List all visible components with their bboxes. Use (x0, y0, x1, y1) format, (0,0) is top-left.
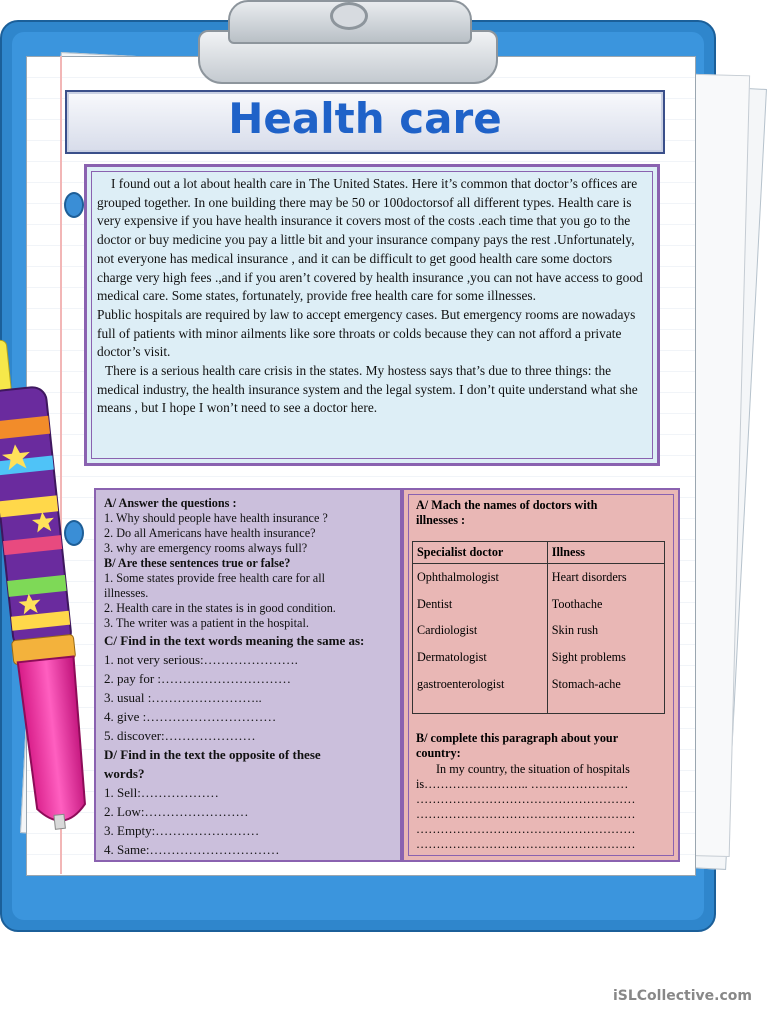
questions-panel (94, 488, 402, 862)
question-item: 2. Do all Americans have health insurance? (104, 526, 316, 540)
statement-item: illnesses. (104, 586, 149, 600)
reading-paragraph: There is a serious health care crisis in the states. My hostess says that’s due to three things: the medical industry, the health insurance system and the legal system. I don’t quite understand what she means , but I hope I won’t need to see a doctor here. (97, 363, 638, 416)
table-header: Specialist doctor (413, 542, 548, 564)
answer-line: ……………………………………………… (416, 837, 636, 851)
reading-box (84, 164, 660, 466)
table-cell: Dentist (413, 591, 548, 618)
doctors-table (412, 541, 665, 714)
table-row (413, 671, 665, 714)
table-cell: Skin rush (547, 618, 664, 645)
table-cell: Dermatologist (413, 644, 548, 671)
paragraph-exercise (416, 731, 668, 852)
answer-line: ……………………………………………… (416, 807, 636, 821)
question-item: 1. Why should people have health insurance ? (104, 511, 328, 525)
question-item: 3. why are emergency rooms always full? (104, 541, 308, 555)
answer-line: is…………………….. …………………… (416, 777, 629, 791)
section-d-title-cont: words? (104, 766, 145, 781)
clipboard-clip (198, 0, 498, 86)
paragraph-title: B/ complete this paragraph about your (416, 731, 619, 745)
matching-title-line: illnesses : (416, 513, 466, 527)
opposite-item: 3. Empty:…………………… (104, 823, 260, 838)
table-cell: Sight problems (547, 644, 664, 671)
matching-panel (402, 488, 680, 862)
opposite-item: 2. Low:…………………… (104, 804, 249, 819)
synonym-item: 2. pay for :………………………… (104, 671, 292, 686)
paragraph-title-cont: country: (416, 746, 461, 760)
answer-line: ……………………………………………… (416, 822, 636, 836)
synonym-item: 3. usual :…………………….. (104, 690, 262, 705)
table-cell: Heart disorders (547, 564, 664, 591)
table-cell: Ophthalmologist (413, 564, 548, 591)
table-row (413, 618, 665, 645)
section-a-title: A/ Answer the questions : (104, 496, 237, 510)
section-c-title: C/ Find in the text words meaning the same as: (104, 633, 365, 648)
statement-item: 1. Some states provide free health care for all (104, 571, 325, 585)
table-cell: Cardiologist (413, 618, 548, 645)
reading-text (97, 175, 643, 418)
table-cell: Toothache (547, 591, 664, 618)
table-row (413, 591, 665, 618)
pen-illustration (0, 336, 110, 836)
reading-paragraph: Public hospitals are required by law to accept emergency cases. But emergency rooms are nowadays full of patients with minor ailments like sore throats or colds because they can not afford a private doctor’s visit. (97, 306, 636, 360)
section-d-title: D/ Find in the text the opposite of these (104, 747, 321, 762)
table-cell: gastroenterologist (413, 671, 548, 714)
matching-title (416, 498, 666, 528)
title-banner (65, 90, 665, 154)
synonym-item: 1. not very serious:…………………. (104, 652, 298, 667)
watermark: iSLCollective.com (612, 988, 752, 1004)
page-title: Health care (228, 94, 502, 143)
table-row (413, 564, 665, 591)
table-row (413, 644, 665, 671)
opposite-item: 4. Same:………………………… (104, 842, 280, 857)
synonym-item: 4. give :………………………… (104, 709, 277, 724)
table-header: Illness (547, 542, 664, 564)
table-cell: Stomach-ache (547, 671, 664, 714)
section-b-title: B/ Are these sentences true or false? (104, 556, 291, 570)
reading-paragraph: I found out a lot about health care in The United States. Here it’s common that doctor’s offices are grouped together. In one building there may be 50 or 100doctorsof all different types. Health care is very expensive if you have health insurance it covers most of the costs .each time that you go to the doctor or buy medicine you pay a little bit and your insurance company pays the rest .Unfortunately, not everyone has medical insurance , and it can be difficult to get good health care some doctors charge very high fees .,and if you aren’t covered by health insurance ,you can not have access to good medical care. Some states, fortunately, provide free health care for some illnesses. (97, 176, 643, 304)
paragraph-prompt: In my country, the situation of hospitals (436, 762, 630, 776)
opposite-item: 1. Sell:……………… (104, 785, 219, 800)
statement-item: 3. The writer was a patient in the hospital. (104, 616, 309, 630)
statement-item: 2. Health care in the states is in good condition. (104, 601, 336, 615)
synonym-item: 5. discover:………………… (104, 728, 256, 743)
answer-line: ……………………………………………… (416, 792, 636, 806)
matching-title-line: A/ Mach the names of doctors with (416, 498, 598, 512)
binder-hole (64, 192, 84, 218)
